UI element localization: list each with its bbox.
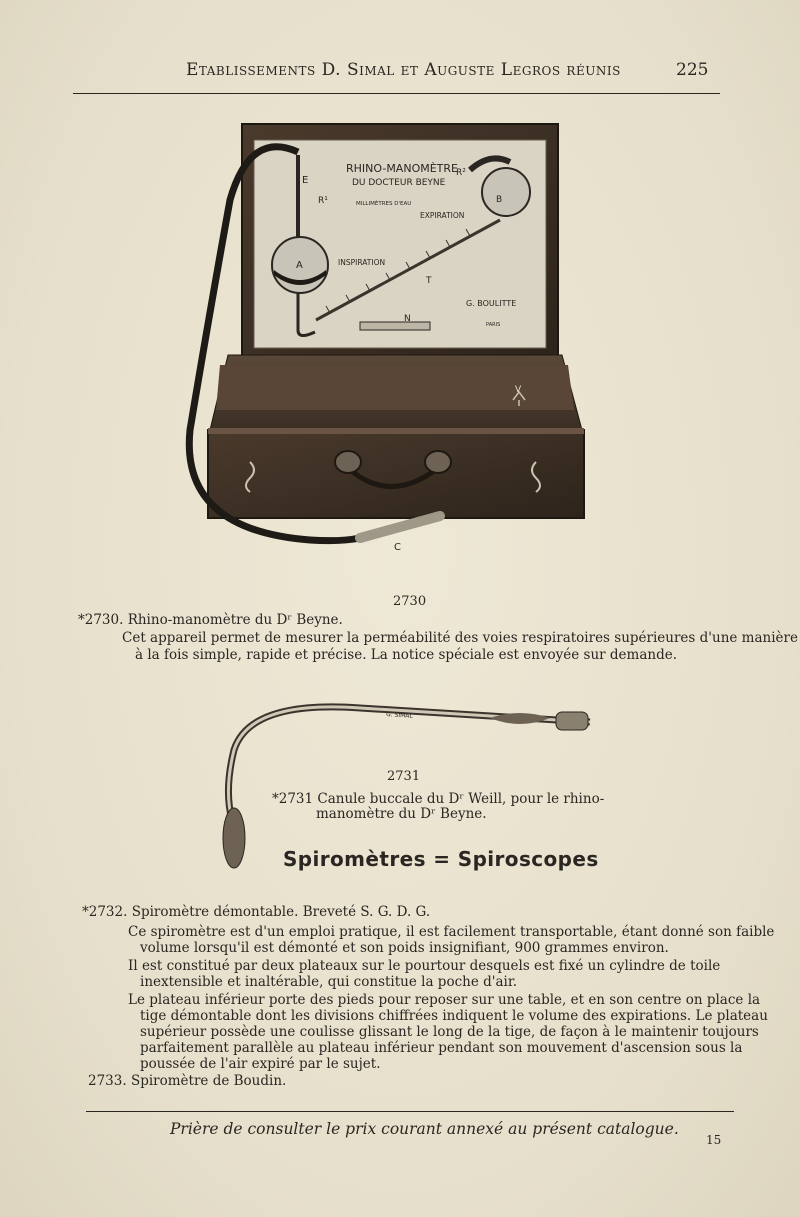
label-b: B	[496, 195, 503, 205]
label-a: A	[296, 260, 303, 271]
item-2731-line-2: manomètre du Dʳ Beyne.	[316, 806, 487, 822]
label-units: MILLIMÈTRES D'EAU	[356, 201, 412, 207]
paragraph-line: volume lorsqu'il est démonté et son poids insignifiant, 900 grammes environ.	[140, 940, 669, 956]
label-expiration: EXPIRATION	[420, 211, 465, 220]
item-number: *2731	[272, 791, 314, 807]
label-t: T	[426, 276, 432, 286]
paragraph-line: supérieur possède une coulisse glissant le long de la tige, de façon à le maintenir toujours	[140, 1024, 759, 1040]
paragraph-line: inextensible et inaltérable, qui constitue la poche d'air.	[140, 974, 518, 990]
header-rule	[73, 93, 720, 94]
running-header: Etablissements D. Simal et Auguste Legros réunis	[186, 60, 621, 80]
item-2733	[88, 1073, 286, 1090]
paragraph-line: parfaitement parallèle au plateau inférieur pendant son mouvement d'ascension sous la	[140, 1040, 743, 1056]
item-text-line: Canule buccale du Dʳ Weill, pour le rhino-	[317, 791, 605, 807]
label-instrument-title: RHINO-MANOMÈTRE	[346, 162, 458, 175]
paragraph-line: tige démontable dont les divisions chiffrées indiquent le volume des expirations. Le plateau	[140, 1008, 768, 1024]
section-title: Spiromètres = Spiroscopes	[283, 847, 599, 871]
label-inspiration: INSPIRATION	[338, 258, 386, 267]
page-number: 225	[676, 60, 709, 80]
item-2730	[78, 612, 758, 629]
label-instrument-subtitle: DU DOCTEUR BEYNE	[352, 178, 446, 188]
item-title: Spiromètre démontable. Breveté S. G. D. G.	[131, 904, 431, 920]
label-r1: R¹	[318, 196, 328, 206]
footer-number: 15	[706, 1133, 722, 1147]
cannula-label: G. SIMAL	[385, 711, 413, 720]
label-e: E	[302, 175, 309, 186]
rhino-manometer-illustration	[170, 110, 610, 580]
label-city: PARIS	[486, 322, 501, 328]
label-r2: R²	[456, 168, 466, 178]
figure-number-2730: 2730	[393, 594, 427, 609]
figure-number-2731: 2731	[387, 769, 421, 784]
footer-note: Prière de consulter le prix courant annexé au présent catalogue.	[170, 1120, 679, 1138]
label-maker: G. BOULITTE	[466, 299, 517, 308]
footer-rule	[86, 1111, 734, 1112]
label-c: C	[394, 542, 401, 553]
paragraph-line: Ce spiromètre est d'un emploi pratique, il est facilement transportable, étant donné son faible	[128, 924, 775, 940]
item-number: *2730.	[78, 612, 124, 628]
paragraph-line: Le plateau inférieur porte des pieds pour reposer sur une table, et en son centre on place la	[128, 992, 761, 1008]
item-number: *2732.	[82, 904, 128, 920]
paragraph-line: Il est constitué par deux plateaux sur le pourtour desquels est fixé un cylindre de toile	[128, 958, 721, 974]
item-title: Rhino-manomètre du Dʳ Beyne.	[127, 612, 343, 628]
label-n: N	[404, 314, 411, 324]
item-number: 2733.	[88, 1073, 127, 1089]
item-title: Spiromètre de Boudin.	[130, 1073, 287, 1089]
item-2732	[82, 904, 430, 921]
paragraph-line: poussée de l'air expiré par le sujet.	[140, 1056, 381, 1072]
item-2730-description-line: à la fois simple, rapide et précise. La notice spéciale est envoyée sur demande.	[135, 647, 678, 663]
item-2730-description-line: Cet appareil permet de mesurer la perméabilité des voies respiratoires supérieures d'une manière	[122, 630, 798, 646]
label-v: V	[515, 385, 522, 395]
